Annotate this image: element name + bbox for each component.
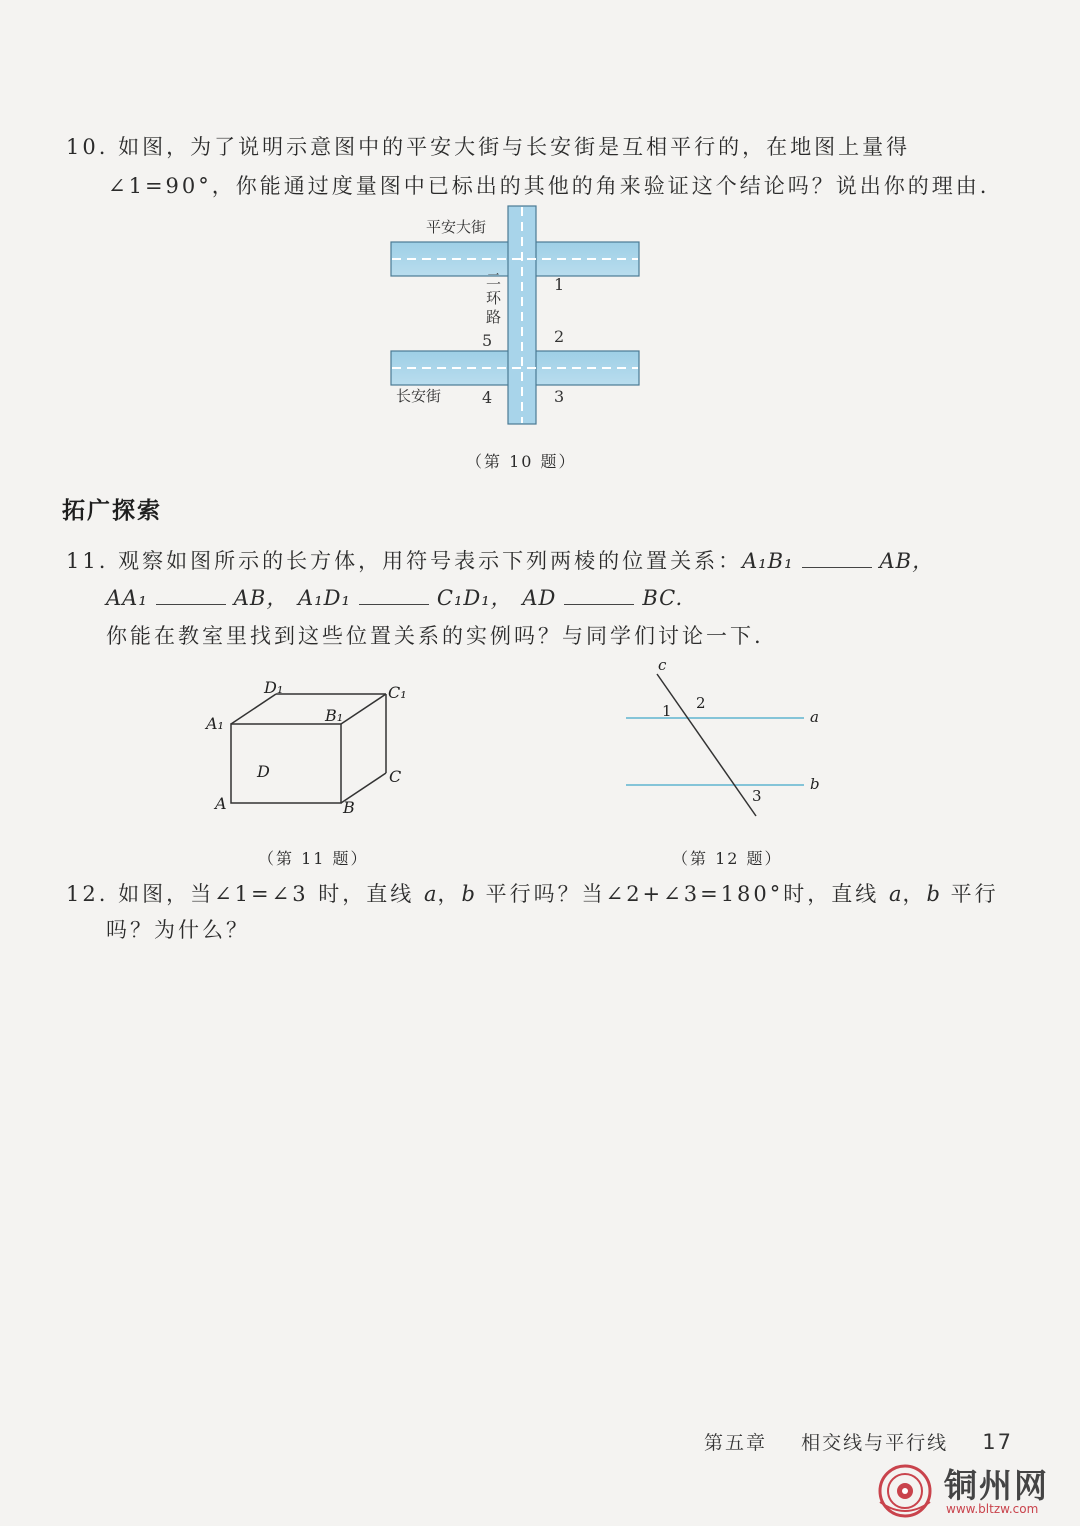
- angle-2-label: 2: [554, 327, 565, 346]
- q12-line-2: 吗？为什么？: [106, 918, 250, 942]
- answer-blank-2[interactable]: [156, 603, 226, 605]
- q12-caption: （第 12 题）: [672, 849, 783, 868]
- label-ring-road-3: 路: [486, 308, 502, 326]
- road-map-figure: [388, 204, 642, 426]
- cuboid-figure: [200, 676, 420, 821]
- watermark-url: www.bltzw.com: [946, 1502, 1039, 1516]
- vertex-A1: A₁: [206, 714, 224, 733]
- vertex-B: B: [343, 798, 355, 817]
- label-ping-an-street: 平安大街: [426, 218, 487, 236]
- logo-icon: [876, 1462, 934, 1520]
- parallel-lines-figure: [620, 658, 830, 823]
- q10-line-2: ∠1=90°，你能通过度量图中已标出的其他的角来验证这个结论吗？说出你的理由.: [108, 174, 990, 198]
- q11-line-2: AA₁ AB， A₁D₁ C₁D₁， AD BC.: [106, 586, 684, 610]
- vertex-C: C: [389, 767, 402, 786]
- vertex-D1: D₁: [264, 678, 284, 697]
- site-watermark: [876, 1460, 1076, 1522]
- section-title: 拓广探索: [62, 498, 162, 524]
- vertex-C1: C₁: [388, 683, 407, 702]
- q11-caption: （第 11 题）: [258, 849, 369, 868]
- label-a: a: [810, 708, 819, 726]
- angle-label-1: 1: [662, 702, 672, 720]
- vertex-B1: B₁: [325, 706, 344, 725]
- label-ring-road-1: 二: [486, 270, 502, 288]
- vertex-D: D: [257, 762, 270, 781]
- angle-1-label: 1: [554, 275, 565, 294]
- chapter-title: 相交线与平行线: [801, 1432, 949, 1454]
- angle-label-2: 2: [696, 694, 706, 712]
- q10-caption: （第 10 题）: [466, 452, 577, 471]
- q11-line-3: 你能在教室里找到这些位置关系的实例吗？与同学们讨论一下.: [106, 624, 764, 648]
- line-c: [657, 674, 756, 816]
- label-chang-an-street: 长安街: [396, 387, 442, 405]
- vertex-A: A: [215, 794, 227, 813]
- chapter-label: 第五章: [704, 1432, 768, 1454]
- q12-line-1: 12. 如图，当∠1=∠3 时，直线 a，b 平行吗？当∠2+∠3=180°时，直线 a，b 平行: [66, 882, 999, 906]
- angle-4-label: 4: [482, 388, 493, 407]
- answer-blank-4[interactable]: [564, 603, 634, 605]
- label-b: b: [810, 775, 820, 793]
- watermark-name: 铜州网: [944, 1466, 1049, 1505]
- angle-5-label: 5: [482, 331, 493, 350]
- answer-blank-1[interactable]: [802, 566, 872, 568]
- page-number: 17: [982, 1430, 1013, 1454]
- angle-3-label: 3: [554, 387, 565, 406]
- angle-label-3: 3: [752, 787, 762, 805]
- label-ring-road-2: 环: [486, 289, 502, 307]
- q11-line-1: 11. 观察如图所示的长方体，用符号表示下列两棱的位置关系：A₁B₁ AB，: [66, 549, 935, 573]
- label-c: c: [658, 658, 667, 674]
- page-footer: [704, 1428, 1013, 1455]
- answer-blank-3[interactable]: [359, 603, 429, 605]
- q10-line-1: 10. 如图，为了说明示意图中的平安大街与长安街是互相平行的，在地图上量得: [66, 135, 911, 159]
